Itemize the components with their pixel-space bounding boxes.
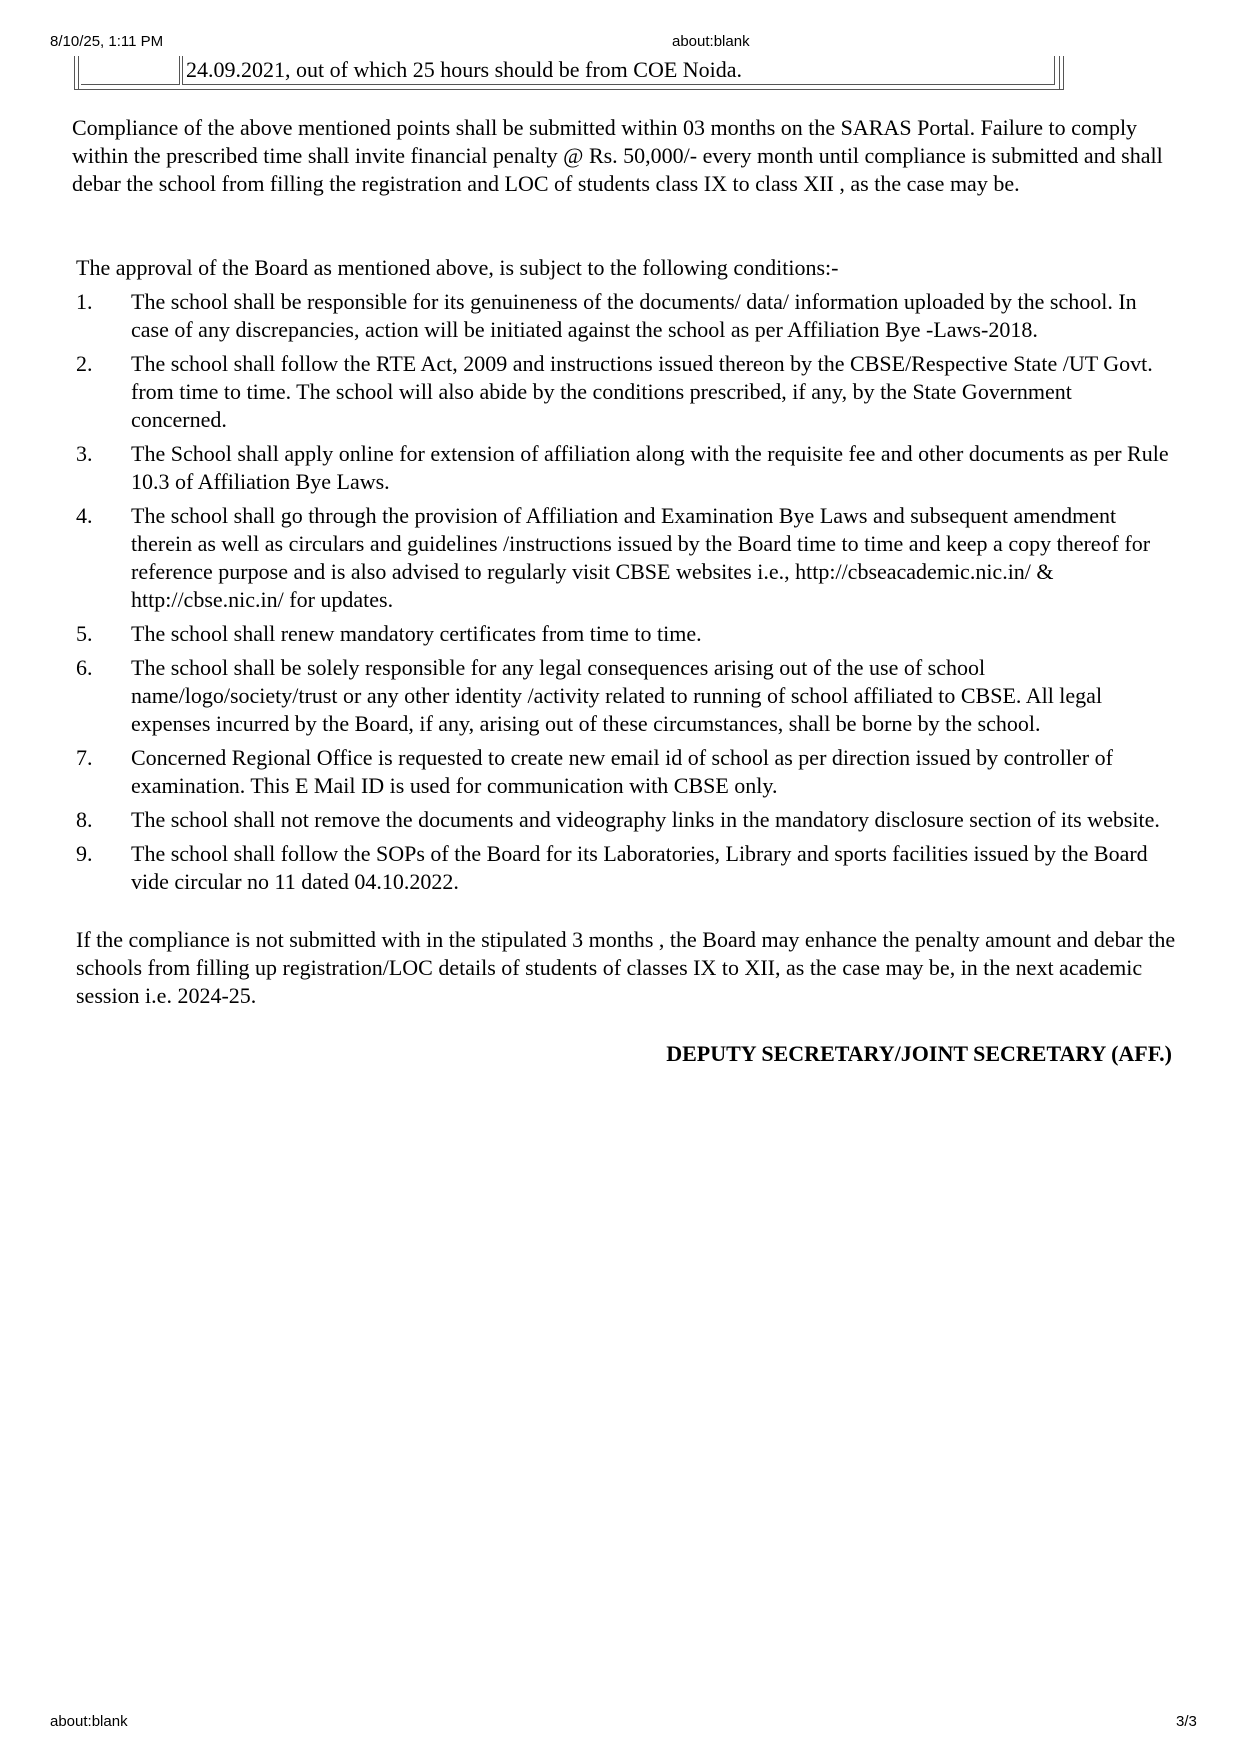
condition-number: 9. [76,841,93,866]
condition-text: The school shall go through the provision of Affiliation and Examination Bye Laws and subsequent amendment therein as well as circulars and guidelines /instructions issued by the Board time to time and keep a copy thereof for reference purpose and is also advised to regularly visit CBSE websites i.e., http://cbseacademic.nic.in/ & http://cbse.nic.in/ for updates. [131,503,1151,612]
table-fragment [74,56,1064,92]
print-datetime: 8/10/25, 1:11 PM [50,33,164,50]
approval-intro: The approval of the Board as mentioned above, is subject to the following conditions:- [76,255,839,280]
page-number: 3/3 [1176,1713,1197,1730]
condition-item [72,806,1172,834]
condition-item [72,350,1172,434]
condition-text: Concerned Regional Office is requested to create new email id of school as per direction issued by controller of examination. This E Mail ID is used for communication with CBSE only. [131,745,1113,798]
condition-item [72,502,1172,614]
conditions-list [72,288,1172,896]
condition-number: 3. [76,441,93,466]
print-footer-url: about:blank [50,1713,128,1730]
compliance-paragraph: Compliance of the above mentioned points shall be submitted within 03 months on the SARAS Portal. Failure to comply within the prescribed time shall invite financial penalty @ Rs. 50,000/- every month until compliance is submitted and shall debar the school from filling the registration and LOC of students class IX to class XII , as the case may be. [72,115,1163,196]
condition-number: 1. [76,289,93,314]
table-cell-empty [81,56,180,85]
signature-title: DEPUTY SECRETARY/JOINT SECRETARY (AFF.) [666,1041,1172,1066]
condition-number: 4. [76,503,93,528]
condition-item [72,440,1172,496]
condition-item [72,840,1172,896]
condition-text: The school shall be responsible for its genuineness of the documents/ data/ information uploaded by the school. In case of any discrepancies, action will be initiated against the school as per Affiliation Bye -Laws-2018. [131,289,1137,342]
condition-text: The school shall follow the SOPs of the Board for its Laboratories, Library and sports facilities issued by the Board vide circular no 11 dated 04.10.2022. [131,841,1148,894]
condition-number: 7. [76,745,93,770]
condition-number: 6. [76,655,93,680]
print-header-url: about:blank [672,33,750,50]
condition-item [72,744,1172,800]
condition-number: 8. [76,807,93,832]
condition-text: The school shall be solely responsible for any legal consequences arising out of the use of school name/logo/society/trust or any other identity /activity related to running of school affiliated to CBSE. All legal expenses incurred by the Board, if any, arising out of these circumstances, shall be borne by the school. [131,655,1103,736]
final-paragraph: If the compliance is not submitted with in the stipulated 3 months , the Board may enhance the penalty amount and debar the schools from filling up registration/LOC details of students of classes IX to XII, as the case may be, in the next academic session i.e. 2024-25. [76,927,1176,1008]
condition-number: 5. [76,621,93,646]
condition-item [72,288,1172,344]
condition-text: The school shall renew mandatory certificates from time to time. [131,621,702,646]
condition-text: The school shall follow the RTE Act, 2009 and instructions issued thereon by the CBSE/Respective State /UT Govt. from time to time. The school will also abide by the conditions prescribed, if any, by the State Government concerned. [131,351,1153,432]
condition-text: The School shall apply online for extension of affiliation along with the requisite fee and other documents as per Rule 10.3 of Affiliation Bye Laws. [131,441,1169,494]
condition-item [72,654,1172,738]
condition-item [72,620,1172,648]
condition-number: 2. [76,351,93,376]
condition-text: The school shall not remove the documents and videography links in the mandatory disclosure section of its website. [131,807,1160,832]
table-cell-text: 24.09.2021, out of which 25 hours should be from COE Noida. [182,56,1055,85]
document-body [72,56,1182,1068]
